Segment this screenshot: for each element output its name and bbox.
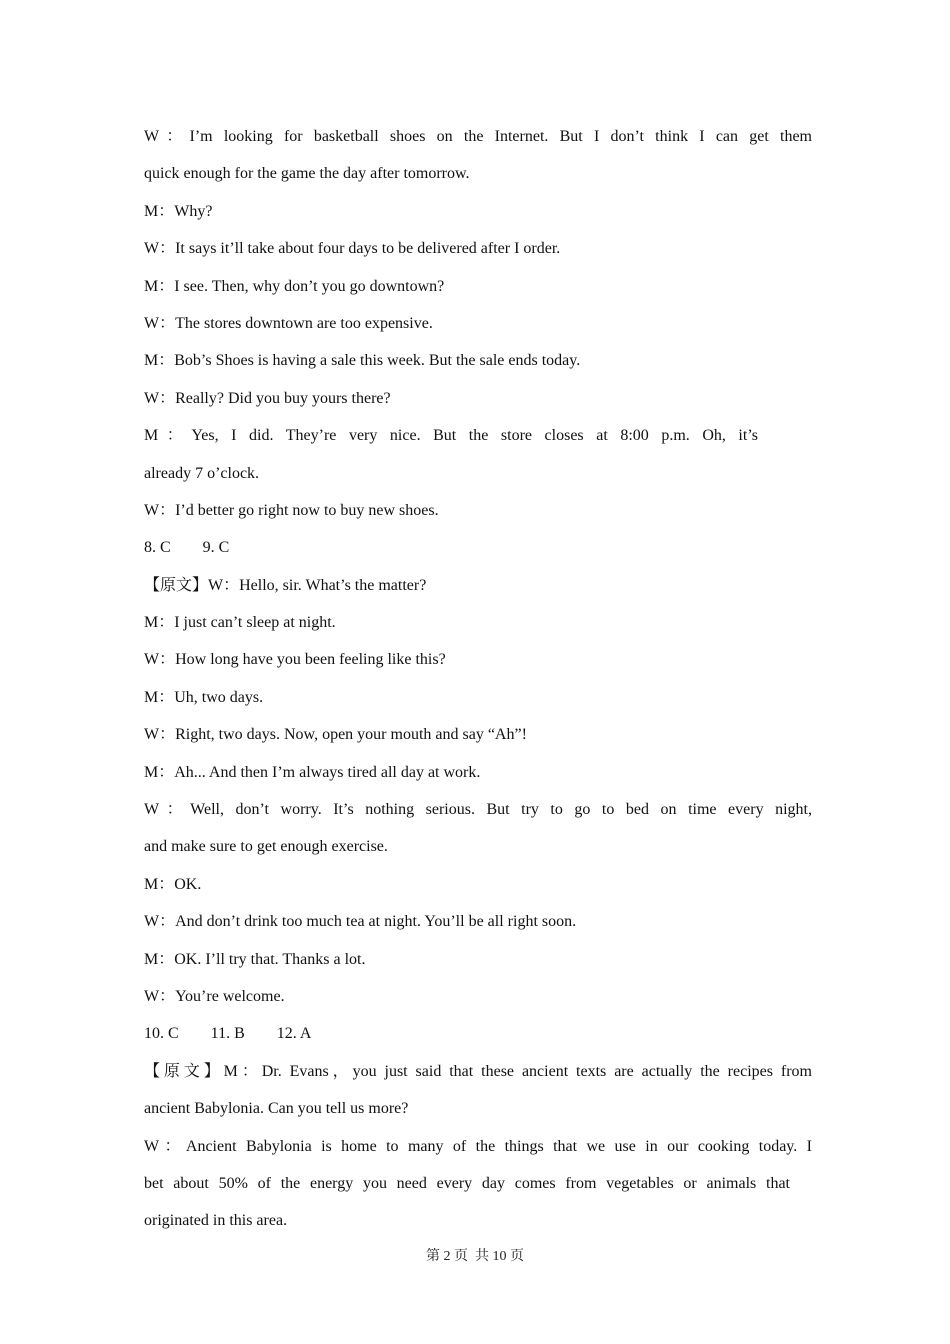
dialogue-line: W：I’m looking for basketball shoes on the Internet. But I don’t think I can get them — [144, 128, 812, 145]
dialogue-line: M：I just can’t sleep at night. — [144, 614, 336, 632]
dialogue-line: M：OK. I’ll try that. Thanks a lot. — [144, 950, 366, 968]
dialogue-line: M：Why? — [144, 202, 213, 220]
dialogue-line: M：Ah... And then I’m always tired all day at work. — [144, 763, 481, 781]
dialogue-line: W：It says it’ll take about four days to be delivered after I order. — [144, 240, 561, 258]
dialogue-line: W：Ancient Babylonia is home to many of the things that we use in our cooking today. I — [144, 1137, 812, 1155]
page-number-footer: 第 2 页 共 10 页 — [426, 1249, 524, 1264]
answer-line: 10. C 11. B 12. A — [144, 1025, 312, 1043]
dialogue-line: M：I see. Then, why don’t you go downtown? — [144, 277, 445, 295]
dialogue-line: M：OK. — [144, 875, 202, 893]
dialogue-line: W：Well, don’t worry. It’s nothing serious. But try to go to bed on time every night, — [144, 801, 812, 819]
dialogue-line: ancient Babylonia. Can you tell us more? — [144, 1100, 409, 1118]
transcript-line: 【原文】M：Dr. Evans，you just said that these ancient texts are actually the recipes from — [144, 1062, 812, 1080]
answer-line: 8. C 9. C — [144, 539, 230, 557]
dialogue-line: W：And don’t drink too much tea at night. You’ll be all right soon. — [144, 913, 577, 931]
dialogue-line: M：Yes, I did. They’re very nice. But the store closes at 8:00 p.m. Oh, it’s — [144, 427, 758, 445]
dialogue-line: W：Really? Did you buy yours there? — [144, 389, 391, 407]
dialogue-line: M：Bob’s Shoes is having a sale this week. But the sale ends today. — [144, 352, 581, 370]
dialogue-line: bet about 50% of the energy you need every day comes from vegetables or animals that — [144, 1174, 790, 1192]
transcript-line: 【原文】W：Hello, sir. What’s the matter? — [144, 576, 427, 594]
dialogue-line: quick enough for the game the day after tomorrow. — [144, 165, 470, 183]
dialogue-line: W：How long have you been feeling like this? — [144, 651, 446, 669]
dialogue-line: W：Right, two days. Now, open your mouth and say “Ah”! — [144, 726, 527, 744]
document-body — [144, 118, 812, 1240]
dialogue-line: W：You’re welcome. — [144, 987, 285, 1005]
dialogue-line: M：Uh, two days. — [144, 688, 264, 706]
dialogue-line: and make sure to get enough exercise. — [144, 838, 388, 856]
dialogue-line: W：I’d better go right now to buy new shoes. — [144, 501, 439, 519]
dialogue-line: already 7 o’clock. — [144, 464, 260, 482]
dialogue-line: W：The stores downtown are too expensive. — [144, 314, 433, 332]
dialogue-line: originated in this area. — [144, 1212, 288, 1230]
